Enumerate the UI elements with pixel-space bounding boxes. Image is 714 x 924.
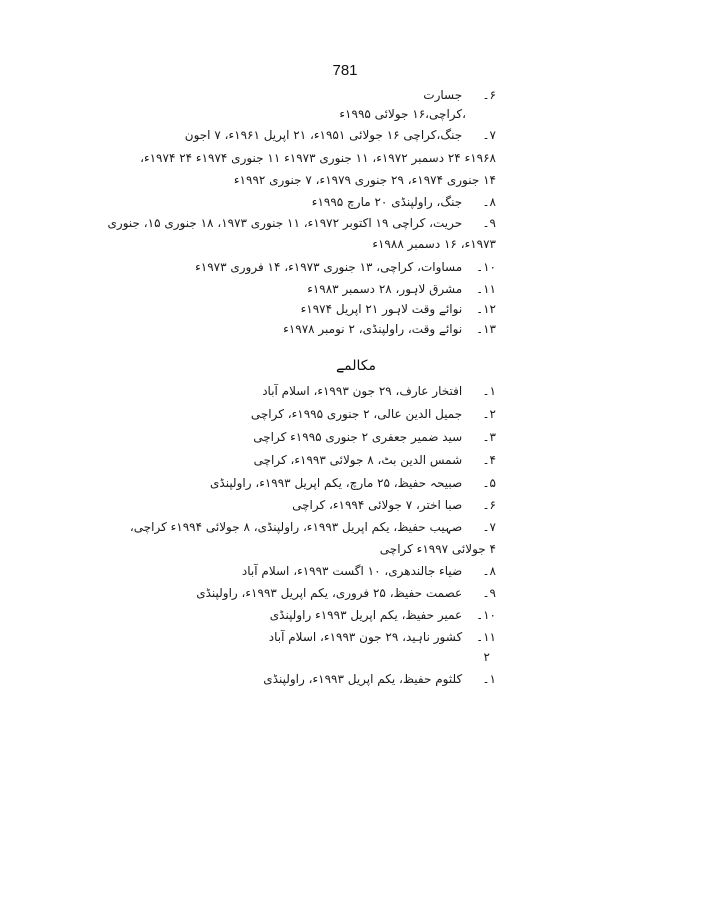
list-item-continuation (140, 149, 496, 167)
list-item (130, 518, 496, 536)
item-number: ۱۔ (482, 672, 496, 686)
item-number: ۸۔ (482, 564, 496, 578)
list-item (312, 193, 496, 211)
item-number: ۶۔ (482, 88, 496, 102)
list-item (263, 670, 496, 688)
item-number: ۱۱۔ (476, 282, 496, 296)
item-text: جنگ، راولپنڈی ۲۰ مارچ ۱۹۹۵ء (311, 195, 463, 209)
item-number: ۱۲۔ (476, 302, 496, 316)
item-text: نوائے وقت، راولپنڈی، ۲ نومبر ۱۹۷۸ء (283, 322, 463, 336)
item-text: ۱۴ جنوری ۱۹۷۴ء، ۲۹ جنوری ۱۹۷۹ء، ۷ جنوری ۱۹۹۲ء (233, 173, 496, 187)
item-text: نوائے وقت لاہور ۲۱ اپریل ۱۹۷۴ء (300, 302, 463, 316)
item-number: ۷۔ (482, 128, 496, 142)
item-text: ضیاء جالندھری، ۱۰ اگست ۱۹۹۳ء، اسلام آباد (241, 564, 463, 578)
item-text: ۱۹۷۳ء، ۱۶ دسمبر ۱۹۸۸ء (372, 237, 496, 251)
item-number: ۶۔ (482, 498, 496, 512)
item-number: ۴۔ (482, 453, 496, 467)
item-text: مساوات، کراچی، ۱۳ جنوری ۱۹۷۳ء، ۱۴ فروری ۱۹۷۳ء (195, 260, 463, 274)
item-number: ۱۰۔ (476, 260, 496, 274)
item-text: جسارت (423, 88, 463, 102)
item-text: جمیل الدین عالی، ۲ جنوری ۱۹۹۵ء، کراچی (250, 407, 463, 421)
item-number: ۳۔ (482, 430, 496, 444)
list-item-continuation (234, 171, 496, 189)
list-item (210, 474, 496, 492)
item-text: مشرق لاہور، ۲۸ دسمبر ۱۹۸۳ء (307, 282, 463, 296)
item-text: حریت، کراچی ۱۹ اکتوبر ۱۹۷۲ء، ۱۱ جنوری ۱۹۷۳، ۱۸ جنوری ۱۵، جنوری (107, 216, 463, 230)
item-number: ۲۔ (482, 407, 496, 421)
list-item (196, 584, 496, 602)
item-number: ۱۰۔ (476, 608, 496, 622)
item-number: ۹۔ (482, 216, 496, 230)
list-item (254, 451, 496, 469)
list-item (270, 606, 496, 624)
item-text: افتخار عارف، ۲۹ جون ۱۹۹۳ء، اسلام آباد (262, 384, 463, 398)
item-number: ۱۱۔ (476, 630, 496, 644)
item-number: ۱۳۔ (476, 322, 496, 336)
item-text: صہیب حفیظ، یکم اپریل ۱۹۹۳ء، راولپنڈی، ۸ جولائی ۱۹۹۴ء کراچی، (129, 520, 463, 534)
item-text: عصمت حفیظ، ۲۵ فروری، یکم اپریل ۱۹۹۳ء، راولپنڈی (196, 586, 463, 600)
page-number: 781 (332, 62, 358, 79)
list-item (242, 562, 496, 580)
section-marker: ۲ (483, 650, 490, 664)
item-text: شمس الدین بٹ، ۸ جولائی ۱۹۹۳ء، کراچی (253, 453, 463, 467)
list-item-continuation (380, 540, 496, 558)
list-item (108, 214, 496, 232)
list-item (301, 300, 496, 318)
list-item (269, 628, 496, 646)
list-item (251, 405, 496, 423)
item-text: صبیحہ حفیظ، ۲۵ مارچ، یکم اپریل ۱۹۹۳ء، راولپنڈی (210, 476, 463, 490)
list-item (195, 258, 496, 276)
item-number: ۸۔ (482, 195, 496, 209)
item-text: ،کراچی،۱۶ جولائی ۱۹۹۵ء (339, 107, 466, 121)
item-text: سید ضمیر جعفری ۲ جنوری ۱۹۹۵ء کراچی (253, 430, 463, 444)
list-item (283, 320, 496, 338)
section-heading: مکالمے (335, 358, 376, 374)
list-item (292, 496, 496, 514)
item-number: ۹۔ (482, 586, 496, 600)
item-text: صبا اختر، ۷ جولائی ۱۹۹۴ء، کراچی (292, 498, 463, 512)
list-item (423, 86, 496, 104)
item-text: ۱۹۶۸ء ۲۴ دسمبر ۱۹۷۲ء، ۱۱ جنوری ۱۹۷۳ء ۱۱ جنوری ۱۹۷۴ء ۲۴ ۱۹۷۴ء، (140, 151, 496, 165)
item-text: عمیر حفیظ، یکم اپریل ۱۹۹۳ء راولپنڈی (269, 608, 463, 622)
list-item-continuation (372, 235, 496, 253)
item-text: ۴ جولائی ۱۹۹۷ء کراچی (379, 542, 496, 556)
list-item-continuation (339, 105, 466, 123)
item-number: ۵۔ (482, 476, 496, 490)
list-item (262, 382, 496, 400)
item-number: ۷۔ (482, 520, 496, 534)
item-text: جنگ،کراچی ۱۶ جولائی ۱۹۵۱ء، ۲۱ اپریل ۱۹۶۱ء، ۷ اجون (184, 128, 463, 142)
item-text: کشور ناہید، ۲۹ جون ۱۹۹۳ء، اسلام آباد (268, 630, 463, 644)
list-item (307, 280, 496, 298)
list-item (185, 126, 496, 144)
item-text: کلثوم حفیظ، یکم اپریل ۱۹۹۳ء، راولپنڈی (263, 672, 463, 686)
item-number: ۱۔ (482, 384, 496, 398)
list-item (253, 428, 496, 446)
